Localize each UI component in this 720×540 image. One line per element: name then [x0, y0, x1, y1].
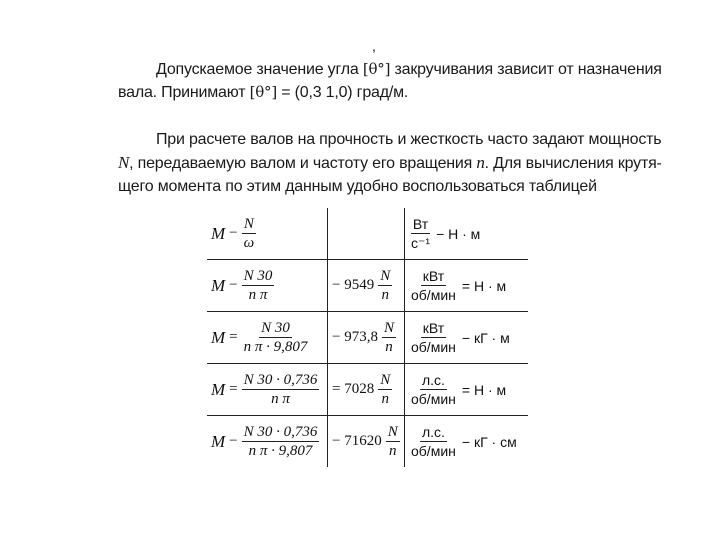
coefficient-denominator: n [385, 339, 393, 355]
moment-symbol: M [211, 327, 226, 347]
formula-numerator: N 30 · 0,736 [243, 372, 318, 388]
formula-numerator: N [243, 216, 254, 232]
coefficient-numerator: N [380, 372, 391, 388]
formula-cell [207, 208, 328, 260]
formula-denominator: ω [243, 235, 255, 251]
unit-fraction [409, 371, 458, 408]
paragraph1-line1: Допускаемое значение угла [θ°] закручивания зависит от назначения [156, 60, 662, 78]
formula-fraction [242, 423, 320, 460]
table-row [207, 260, 528, 312]
formula-cell [207, 260, 328, 312]
equals-sign: − [229, 433, 238, 449]
moment-symbol: M [211, 223, 226, 243]
coefficient-cell [328, 260, 405, 312]
unit-denominator: об/мин [411, 391, 456, 407]
theta-symbol-2: [θ°] [249, 83, 278, 101]
coefficient-fraction [378, 371, 392, 408]
unit-denominator: об/мин [411, 339, 456, 355]
table-row [207, 416, 528, 468]
coefficient-numerator: N [387, 424, 398, 440]
formula-fraction [242, 215, 257, 252]
paragraph-power-speed [118, 128, 662, 198]
moment-symbol: M [211, 431, 226, 451]
table-row [207, 312, 528, 364]
paragraph-allowable-angle [118, 58, 662, 104]
formula-cell [207, 416, 328, 468]
coefficient-fraction [386, 423, 400, 460]
formula-numerator: N 30 [243, 268, 273, 284]
unit-numerator: л.с. [421, 372, 445, 388]
coefficient-cell [328, 364, 405, 416]
unit-numerator: л.с. [421, 424, 445, 440]
formula-denominator: n π [248, 287, 268, 303]
coefficient-cell [328, 416, 405, 468]
formula-numerator: N 30 [261, 320, 290, 336]
paragraph1-line2: вала. Принимают [θ°] = (0,3 1,0) град/м. [118, 83, 409, 101]
table-row [207, 208, 528, 260]
paragraph2-line2: N, передаваемую валом и частоту его вращения n. Для вычисления крутя- [118, 153, 662, 172]
unit-cell [405, 208, 529, 260]
coefficient-numerator: N [383, 320, 394, 336]
formula-cell [207, 364, 328, 416]
coefficient-cell [328, 208, 405, 260]
equals-sign: = [229, 381, 238, 397]
unit-fraction [409, 319, 458, 356]
unit-cell [405, 260, 529, 312]
unit-numerator: кВт [422, 268, 445, 284]
unit-fraction [409, 267, 458, 304]
paragraph2-line1: При расчете валов на прочность и жесткость часто задают мощность [156, 131, 662, 148]
formula-denominator: n π · 9,807 [243, 339, 308, 355]
equals-sign: − [229, 225, 238, 241]
formula-fraction [242, 267, 275, 304]
unit-result: − кГ · м [461, 329, 510, 346]
coefficient-cell [328, 312, 405, 364]
unit-fraction [409, 215, 432, 252]
table-row [207, 364, 528, 416]
stray-mark: , [372, 38, 376, 54]
unit-denominator: с⁻¹ [411, 235, 431, 251]
unit-cell [405, 312, 529, 364]
formula-denominator: n π · 9,807 [248, 443, 313, 459]
unit-result: = Н · м [461, 277, 507, 294]
coefficient-denominator: n [388, 443, 397, 459]
coefficient-fraction [382, 319, 396, 356]
unit-result: = Н · м [461, 381, 507, 398]
coefficient-value: − 9549 [332, 277, 375, 293]
equals-sign: = [229, 329, 238, 345]
coefficient-denominator: n [381, 391, 389, 407]
unit-result: − Н · м [436, 225, 481, 242]
moment-symbol: M [211, 275, 226, 295]
unit-denominator: об/мин [411, 287, 456, 303]
paragraph2-line3: щего момента по этим данным удобно воспользоваться таблицей [118, 178, 597, 195]
formula-fraction [242, 371, 320, 408]
coefficient-value: − 973,8 [332, 329, 378, 345]
coefficient-fraction [378, 267, 392, 304]
unit-numerator: кВт [422, 320, 445, 336]
formula-numerator: N 30 · 0,736 [243, 424, 318, 440]
coefficient-numerator: N [380, 268, 391, 284]
coefficient-denominator: n [381, 287, 389, 303]
unit-result: − кГ · см [461, 433, 517, 450]
formula-fraction [242, 319, 310, 356]
unit-numerator: Вт [412, 216, 429, 232]
coefficient-value: = 7028 [332, 381, 375, 397]
moment-symbol: M [211, 379, 226, 399]
unit-cell [405, 364, 529, 416]
formula-denominator: n π [271, 391, 290, 407]
formula-cell [207, 312, 328, 364]
torque-formula-table [207, 208, 528, 467]
unit-cell [405, 416, 529, 468]
theta-symbol: [θ°] [362, 60, 391, 78]
coefficient-value: − 71620 [332, 433, 382, 449]
unit-denominator: об/мин [411, 443, 456, 459]
equals-sign: − [229, 277, 238, 293]
unit-fraction [409, 423, 458, 460]
